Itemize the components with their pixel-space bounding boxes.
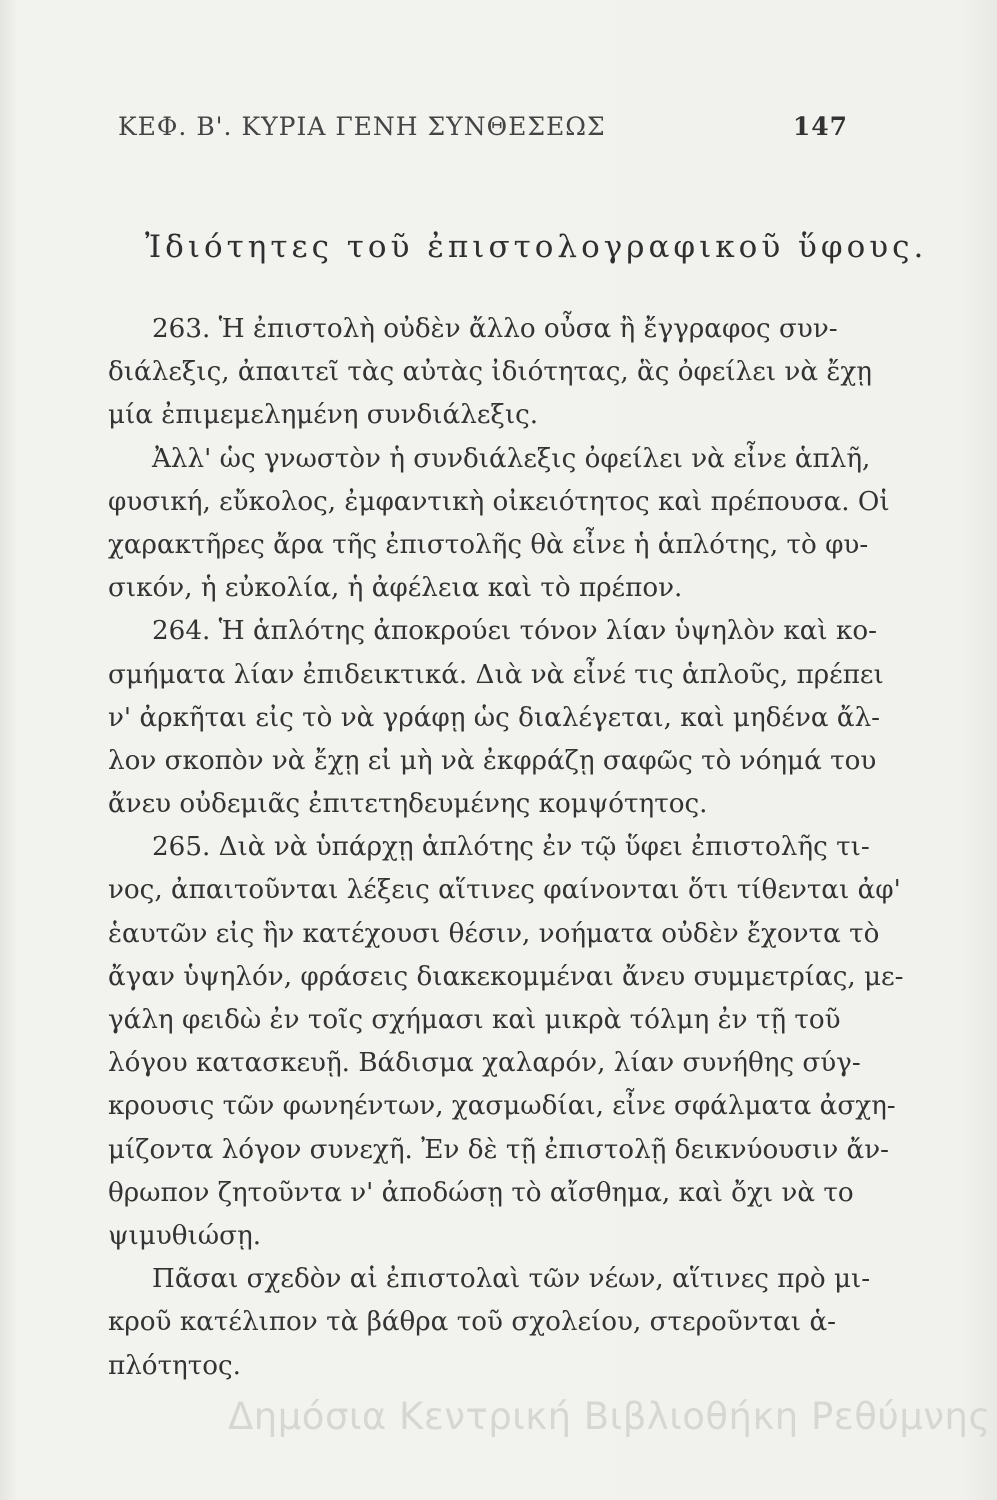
text-line: γάλη φειδὼ ἐν τοῖς σχήμασι καὶ μικρὰ τόλμη ἐν τῇ τοῦ — [108, 1005, 841, 1035]
text-line: μίζοντα λόγον συνεχῆ. Ἐν δὲ τῇ ἐπιστολῇ δεικνύουσιν ἄν- — [108, 1134, 890, 1165]
text-line: ἑαυτῶν εἰς ἣν κατέχουσι θέσιν, νοήματα οὐδὲν ἔχοντα τὸ — [108, 918, 880, 949]
text-line: Ἀλλ' ὡς γνωστὸν ἡ συνδιάλεξις ὀφείλει νὰ εἶνε ἁπλῆ, — [152, 443, 871, 474]
text-line: λόγου κατασκευῇ. Βάδισμα χαλαρόν, λίαν συνήθης σύγ- — [108, 1048, 861, 1079]
text-line: σικόν, ἡ εὐκολία, ἡ ἀφέλεια καὶ τὸ πρέπον. — [108, 573, 683, 604]
library-watermark: Δημόσια Κεντρική Βιβλιοθήκη Ρεθύμνης — [228, 1395, 991, 1438]
text-line: ψιμυθιώσῃ. — [108, 1220, 262, 1251]
text-line: ἄγαν ὑψηλόν, φράσεις διακεκομμέναι ἄνευ συμμετρίας, με- — [108, 961, 904, 992]
text-line: ἄνευ οὐδεμιᾶς ἐπιτετηδευμένης κομψότητος. — [108, 789, 708, 820]
section-title: Ἰδιότητες τοῦ ἐπιστολογραφικοῦ ὕφους. — [145, 229, 928, 265]
text-line: 263. Ἡ ἐπιστολὴ οὐδὲν ἄλλο οὖσα ἢ ἔγγραφος συν- — [152, 314, 838, 344]
text-line: διάλεξις, ἀπαιτεῖ τὰς αὐτὰς ἰδιότητας, ἃς ὀφείλει νὰ ἔχῃ — [108, 357, 872, 388]
text-line: κρουσις τῶν φωνηέντων, χασμωδίαι, εἶνε σφάλματα ἀσχη- — [108, 1091, 896, 1122]
text-line: λον σκοπὸν νὰ ἔχῃ εἰ μὴ νὰ ἐκφράζῃ σαφῶς τὸ νόημά του — [108, 745, 877, 776]
text-line: σμήματα λίαν ἐπιδεικτικά. Διὰ νὰ εἶνέ τις ἁπλοῦς, πρέπει — [108, 659, 884, 690]
text-line: κροῦ κατέλιπον τὰ βάθρα τοῦ σχολείου, στεροῦνται ἁ- — [108, 1307, 836, 1338]
body-text — [108, 308, 904, 1388]
text-line: θρωπον ζητοῦντα ν' ἀποδώσῃ τὸ αἴσθημα, καὶ ὄχι νὰ το — [108, 1177, 854, 1208]
text-line: ν' ἀρκῆται εἰς τὸ νὰ γράφῃ ὡς διαλέγεται, καὶ μηδένα ἄλ- — [108, 702, 881, 733]
page-number: 147 — [792, 112, 848, 141]
text-line: 265. Διὰ νὰ ὑπάρχῃ ἁπλότης ἐν τῷ ὕφει ἐπιστολῆς τι- — [152, 832, 870, 863]
text-line: Πᾶσαι σχεδὸν αἱ ἐπιστολαὶ τῶν νέων, αἵτινες πρὸ μι- — [152, 1264, 871, 1295]
text-line: πλότητος. — [108, 1350, 241, 1381]
running-title: ΚΕΦ. Β'. ΚΥΡΙΑ ΓΕΝΗ ΣΥΝΘΕΣΕΩΣ — [118, 112, 606, 141]
text-line: νος, ἀπαιτοῦνται λέξεις αἵτινες φαίνονται ὅτι τίθενται ἀφ' — [108, 875, 901, 906]
running-header — [118, 112, 848, 141]
text-line: φυσική, εὔκολος, ἐμφαντικὴ οἰκειότητος καὶ πρέπουσα. Οἱ — [108, 486, 890, 517]
text-line: 264. Ἡ ἁπλότης ἀποκρούει τόνον λίαν ὑψηλὸν καὶ κο- — [152, 616, 877, 647]
text-line: χαρακτῆρες ἄρα τῆς ἐπιστολῆς θὰ εἶνε ἡ ἁπλότης, τὸ φυ- — [108, 529, 869, 560]
text-line: μία ἐπιμεμελημένη συνδιάλεξις. — [108, 400, 539, 431]
